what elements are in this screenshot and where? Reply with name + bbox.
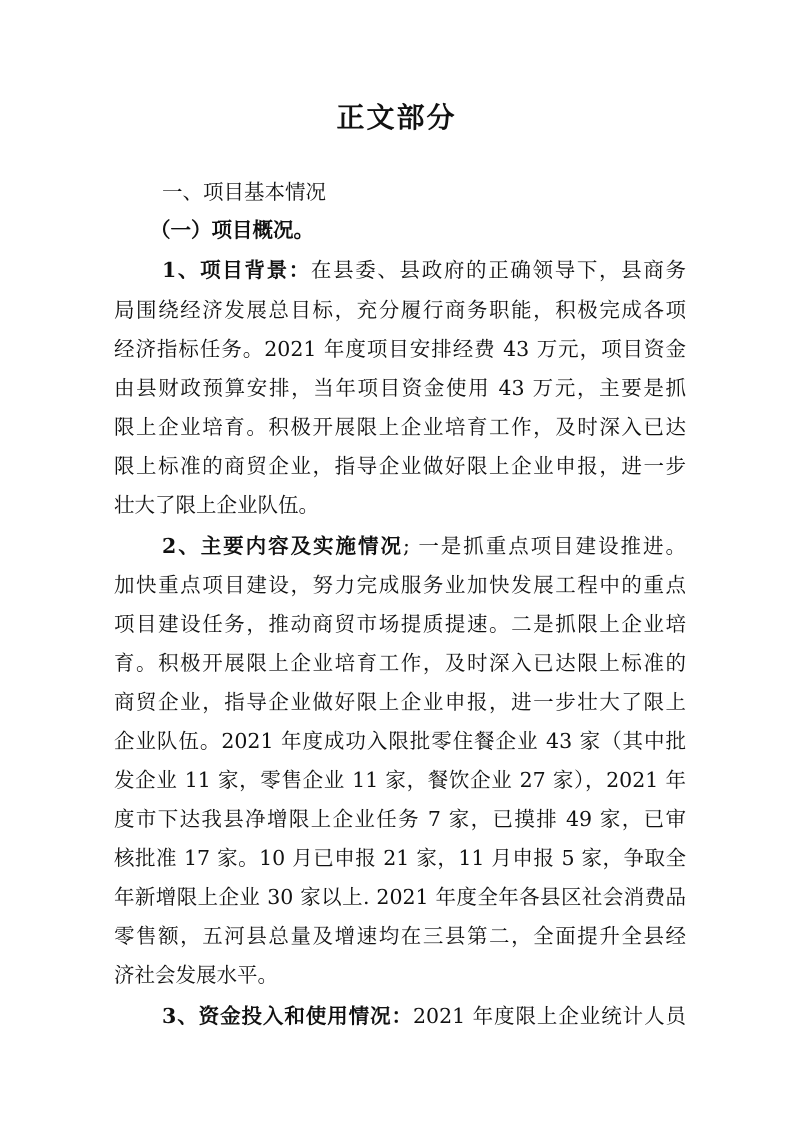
paragraph-3-label: 3、资金投入和使用情况： bbox=[162, 1004, 413, 1028]
subsection-heading: （一）项目概况。 bbox=[150, 218, 314, 242]
paragraph-1-line-7: 壮大了限上企业队伍。 bbox=[114, 493, 319, 517]
paragraph-2-line-2: 加快重点项目建设，努力完成服务业加快发展工程中的重点 bbox=[114, 573, 686, 597]
paragraph-2-line-10: 年新增限上企业 30 家以上. 2021 年度全年各县区社会消费品 bbox=[114, 885, 686, 909]
paragraph-2-line-5: 商贸企业，指导企业做好限上企业申报，进一步壮大了限上 bbox=[114, 690, 686, 714]
paragraph-1-line-5: 限上企业培育。积极开展限上企业培育工作，及时深入已达 bbox=[114, 415, 686, 439]
paragraph-2-text: ; 一是抓重点项目建设推进。 bbox=[402, 534, 686, 558]
section-heading: 一、项目基本情况 bbox=[162, 180, 326, 204]
paragraph-1-text: 在县委、县政府的正确领导下，县商务 bbox=[310, 258, 687, 282]
paragraph-3-text: 2021 年度限上企业统计人员 bbox=[412, 1004, 687, 1028]
paragraph-1-label: 1、项目背景： bbox=[162, 258, 311, 282]
paragraph-1-line-1 bbox=[162, 256, 686, 284]
paragraph-2-line-1 bbox=[162, 532, 686, 560]
paragraph-2-line-12: 济社会发展水平。 bbox=[114, 963, 278, 987]
paragraph-1-line-3: 经济指标任务。2021 年度项目安排经费 43 万元，项目资金 bbox=[114, 337, 686, 361]
paragraph-2-line-6: 企业队伍。2021 年度成功入限批零住餐企业 43 家（其中批 bbox=[114, 729, 686, 753]
paragraph-2-label: 2、主要内容及实施情况 bbox=[162, 534, 403, 558]
paragraph-2-line-8: 度市下达我县净增限上企业任务 7 家，已摸排 49 家，已审 bbox=[114, 807, 686, 831]
paragraph-3-line-1 bbox=[162, 1002, 686, 1030]
paragraph-1-line-4: 由县财政预算安排，当年项目资金使用 43 万元，主要是抓 bbox=[114, 376, 686, 400]
paragraph-1-line-2: 局围绕经济发展总目标，充分履行商务职能，积极完成各项 bbox=[114, 298, 686, 322]
paragraph-2-line-9: 核批准 17 家。10 月已申报 21 家，11 月申报 5 家，争取全 bbox=[114, 846, 686, 870]
paragraph-1-line-6: 限上标准的商贸企业，指导企业做好限上企业申报，进一步 bbox=[114, 454, 686, 478]
paragraph-2-line-4: 育。积极开展限上企业培育工作，及时深入已达限上标准的 bbox=[114, 651, 686, 675]
paragraph-2-line-7: 发企业 11 家，零售企业 11 家，餐饮企业 27 家），2021 年 bbox=[114, 768, 686, 792]
page-title: 正文部分 bbox=[336, 101, 457, 134]
paragraph-2-line-3: 项目建设任务，推动商贸市场提质提速。二是抓限上企业培 bbox=[114, 612, 686, 636]
paragraph-2-line-11: 零售额，五河县总量及增速均在三县第二，全面提升全县经 bbox=[114, 924, 686, 948]
